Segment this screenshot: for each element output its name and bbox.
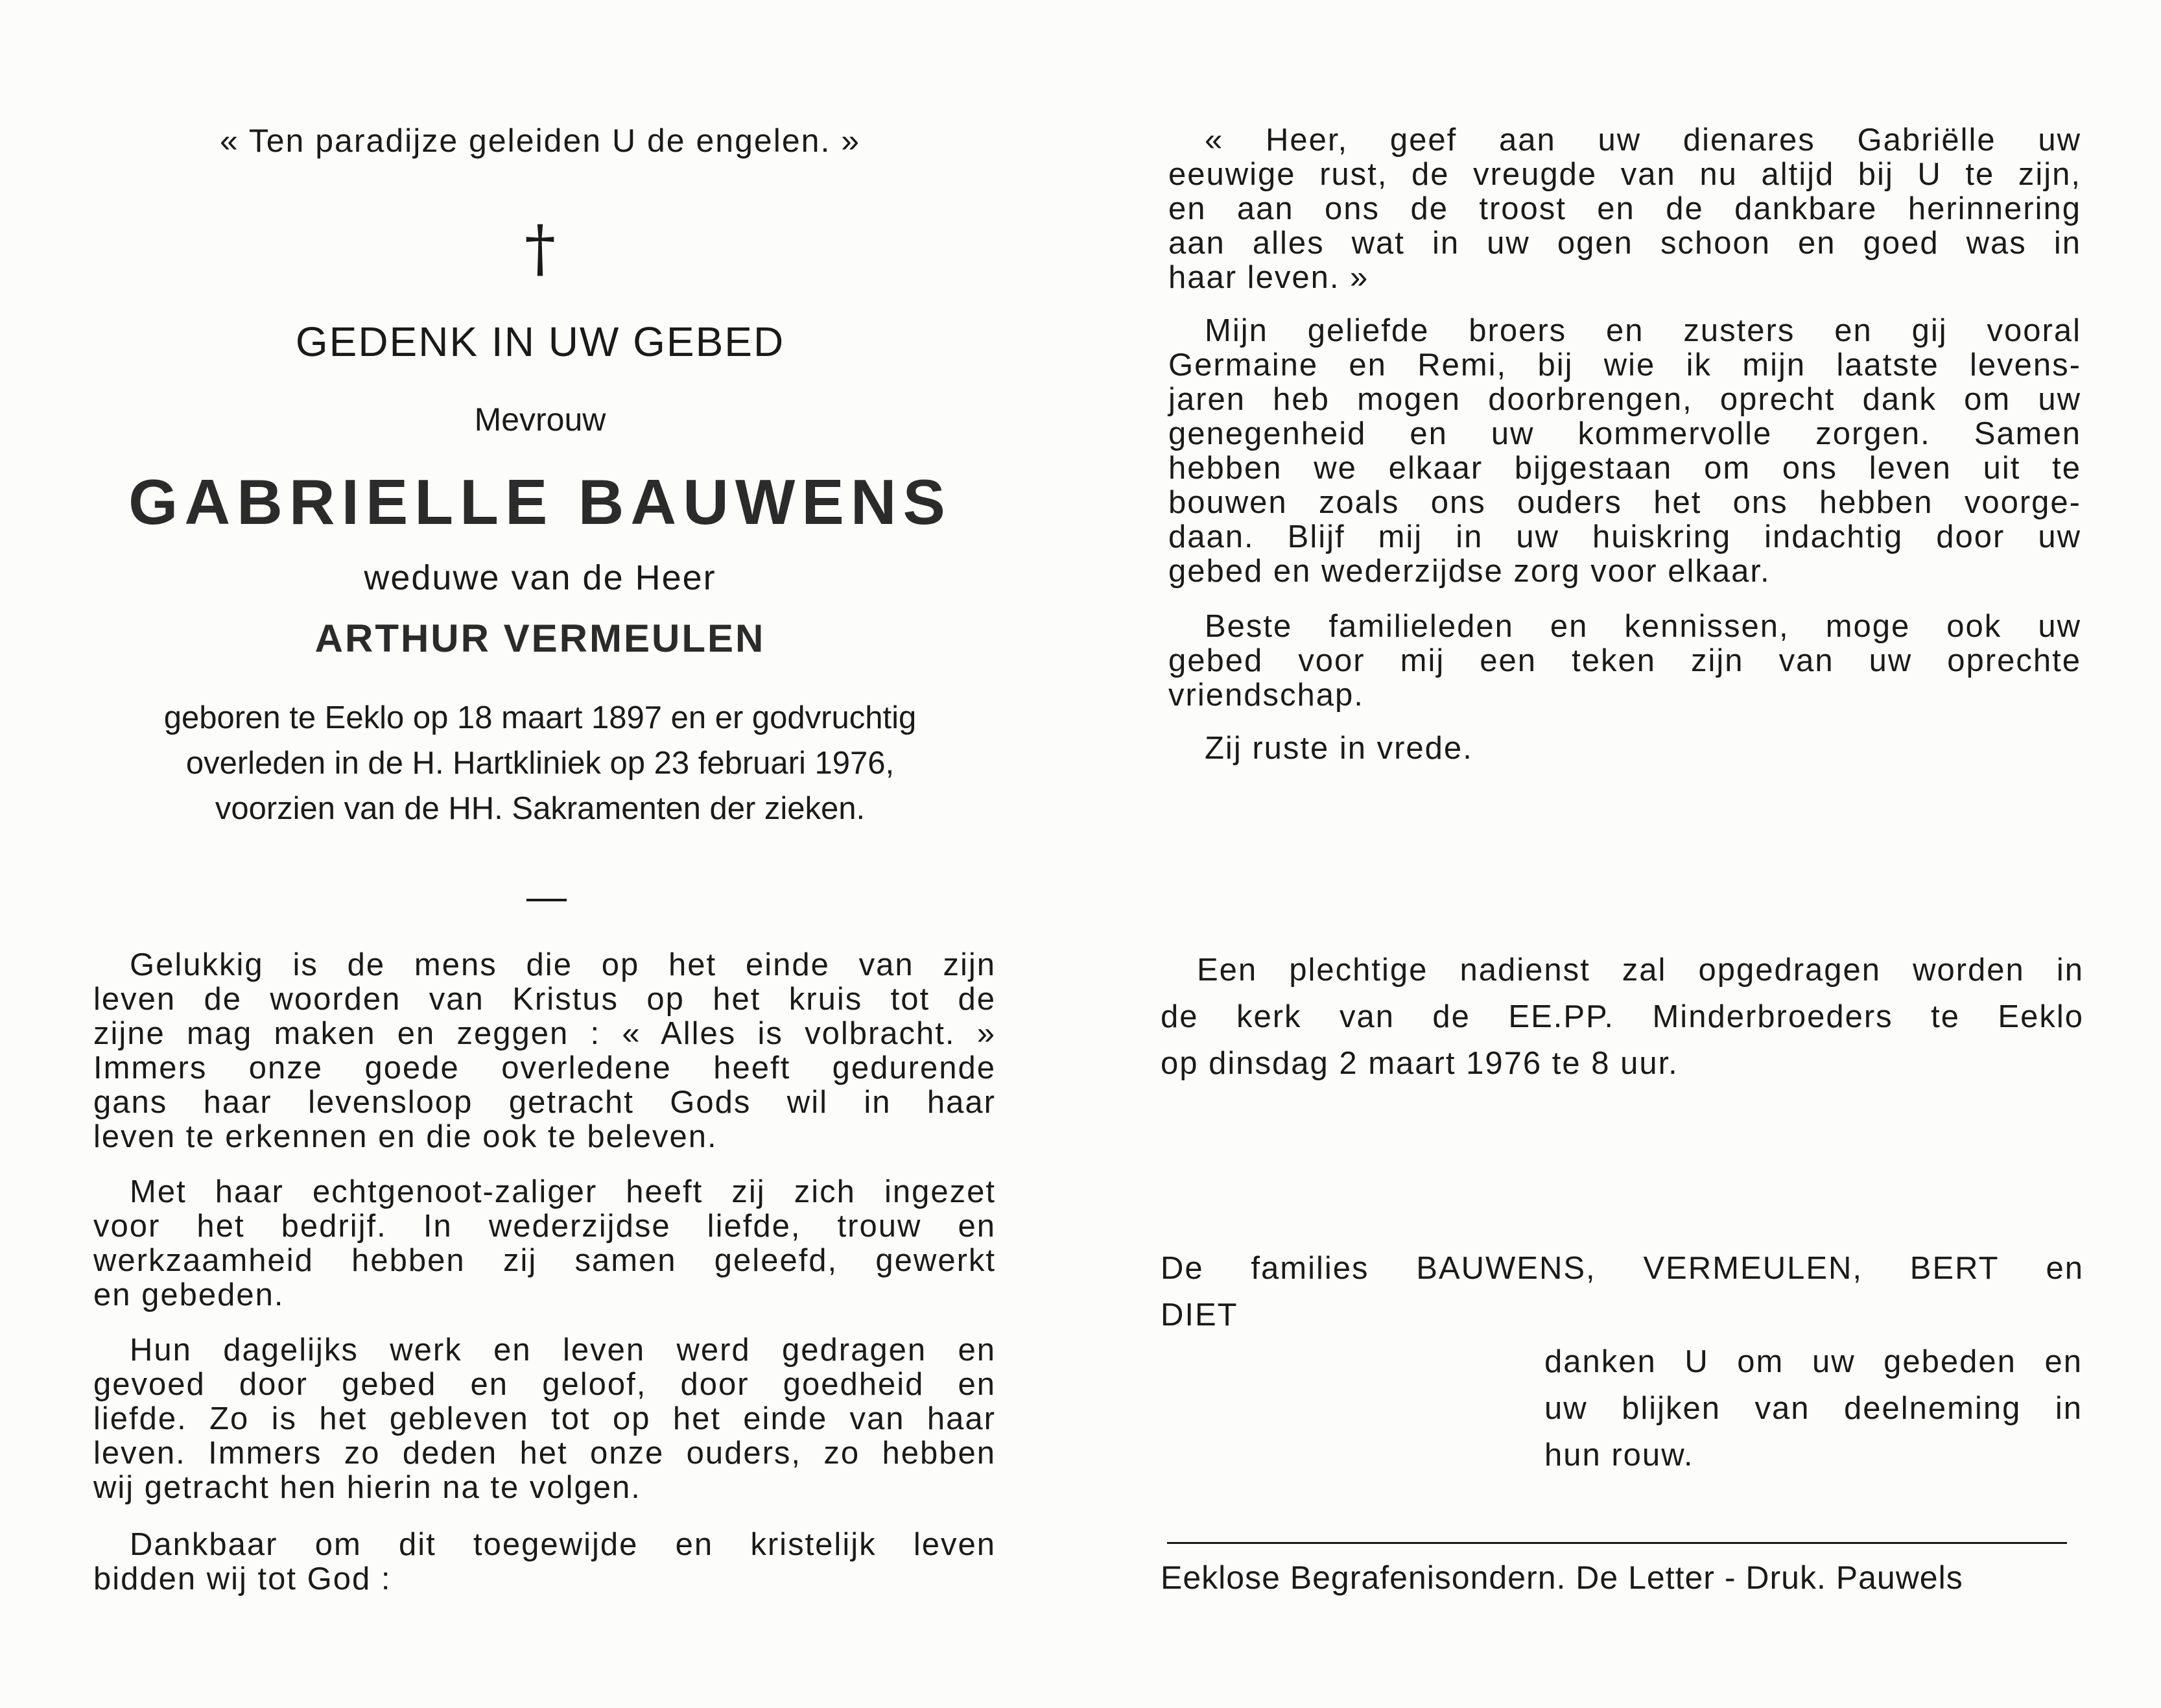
text-line: werkzaamheid hebben zij samen geleefd, gewerkt [93, 1243, 996, 1278]
left-panel [0, 0, 1080, 1708]
printer-credit: Eeklose Begrafenisondern. De Letter - Druk. Pauwels [1161, 1560, 1963, 1596]
text-line: daan. Blijf mij in uw huiskring indachtig door uw [1168, 519, 2081, 554]
paragraph-echtgenoot [93, 1175, 996, 1312]
text-line: Zij ruste in vrede. [1205, 731, 1473, 766]
text-line: voor het bedrijf. In wederzijdse liefde, trouw en [93, 1209, 996, 1244]
paragraph-dankbaar [93, 1528, 996, 1596]
text-line: gans haar levensloop getracht Gods wil in haar [93, 1085, 996, 1120]
text-line: leven te erkennen en die ook te beleven. [93, 1119, 718, 1154]
text-line: aan alles wat in uw ogen schoon en goed was in [1168, 226, 2081, 261]
right-panel [1080, 0, 2161, 1708]
text-line: De families BAUWENS, VERMEULEN, BERT en [1161, 1251, 2084, 1286]
paragraph-gelukkig [93, 948, 996, 1154]
text-line: Hun dagelijks werk en leven werd gedragen en [130, 1333, 996, 1368]
text-line: gevoed door gebed en geloof, door goedheid en [93, 1367, 996, 1402]
text-line: en gebeden. [93, 1277, 285, 1312]
text-line: de kerk van de EE.PP. Minderbroeders te Eeklo [1161, 999, 2084, 1034]
thanks-block [1544, 1338, 2083, 1478]
paragraph-prayer [1168, 123, 2081, 295]
text-line: bidden wij tot God : [93, 1561, 392, 1596]
text-line: Dankbaar om dit toegewijde en kristelijk leven [130, 1527, 996, 1562]
text-line: en aan ons de troost en de dankbare herinnering [1168, 191, 2081, 226]
text-line: Met haar echtgenoot-zaliger heeft zij zich ingezet [130, 1174, 996, 1209]
birth-line: geboren te Eeklo op 18 maart 1897 en er godvruchtig [163, 700, 917, 735]
paragraph-rest-in-peace [1168, 731, 2081, 766]
paragraph-dagelijks [93, 1333, 996, 1505]
text-line: Immers onze goede overledene heeft gedurende [93, 1050, 996, 1085]
text-line: hebben we elkaar bijgestaan om ons leven uit te [1168, 451, 2081, 486]
text-line: Mijn geliefde broers en zusters en gij vooral [1205, 313, 2081, 348]
divider-dash [526, 899, 567, 901]
title-mevrouw: Mevrouw [474, 401, 606, 438]
text-line: leven. Immers zo deden het onze ouders, zo hebben [93, 1436, 996, 1471]
text-line: gebed en wederzijdse zorg voor elkaar. [1168, 554, 1771, 589]
text-line: DIET [1161, 1298, 1238, 1333]
text-line: liefde. Zo is het gebleven tot op het einde van haar [93, 1401, 996, 1436]
text-line: hun rouw. [1544, 1438, 1694, 1473]
death-line: overleden in de H. Hartkliniek op 23 februari 1976, [185, 746, 895, 781]
text-line: wij getracht hen hierin na te volgen. [93, 1470, 641, 1505]
paragraph-siblings [1168, 314, 2081, 589]
text-line: eeuwige rust, de vreugde van nu altijd bij U te zijn, [1168, 157, 2081, 192]
text-line: vriendschap. [1168, 678, 1364, 713]
text-line: genegenheid en uw kommervolle zorgen. Samen [1168, 416, 2081, 451]
text-line: zijne mag maken en zeggen : « Alles is volbracht. » [93, 1016, 996, 1051]
service-announcement [1161, 947, 2084, 1087]
gedenk-heading: GEDENK IN UW GEBED [295, 318, 785, 365]
birth-death-info [0, 695, 1080, 831]
sacraments-line: voorzien van de HH. Sakramenten der zieken. [215, 791, 866, 826]
text-line: Germaine en Remi, bij wie ik mijn laatste levens- [1168, 348, 2081, 383]
text-line: uw blijken van deelneming in [1544, 1391, 2083, 1426]
text-line: bouwen zoals ons ouders het ons hebben voorge- [1168, 485, 2081, 520]
text-line: Gelukkig is de mens die op het einde van zijn [130, 947, 996, 982]
text-line: jaren heb mogen doorbrengen, oprecht dank om uw [1168, 382, 2081, 417]
footer-rule [1167, 1542, 2067, 1544]
angel-quote: « Ten paradijze geleiden U de engelen. » [219, 123, 861, 159]
text-line: leven de woorden van Kristus op het kruis tot de [93, 982, 996, 1017]
text-line: Een plechtige nadienst zal opgedragen worden in [1197, 953, 2084, 988]
text-line: haar leven. » [1168, 260, 1369, 295]
deceased-name: GABRIELLE BAUWENS [128, 466, 952, 538]
text-line: op dinsdag 2 maart 1976 te 8 uur. [1161, 1046, 1679, 1081]
text-line: « Heer, geef aan uw dienares Gabriëlle uw [1205, 123, 2081, 158]
paragraph-family-friends [1168, 610, 2081, 713]
cross-icon: † [525, 212, 556, 285]
text-line: Beste familieleden en kennissen, moge ook uw [1205, 609, 2081, 644]
families-line [1161, 1245, 2084, 1338]
text-line: gebed voor mij een teken zijn van uw oprechte [1168, 643, 2081, 678]
text-line: danken U om uw gebeden en [1544, 1344, 2083, 1379]
husband-name: ARTHUR VERMEULEN [314, 617, 766, 660]
widow-of-line: weduwe van de Heer [364, 558, 716, 597]
